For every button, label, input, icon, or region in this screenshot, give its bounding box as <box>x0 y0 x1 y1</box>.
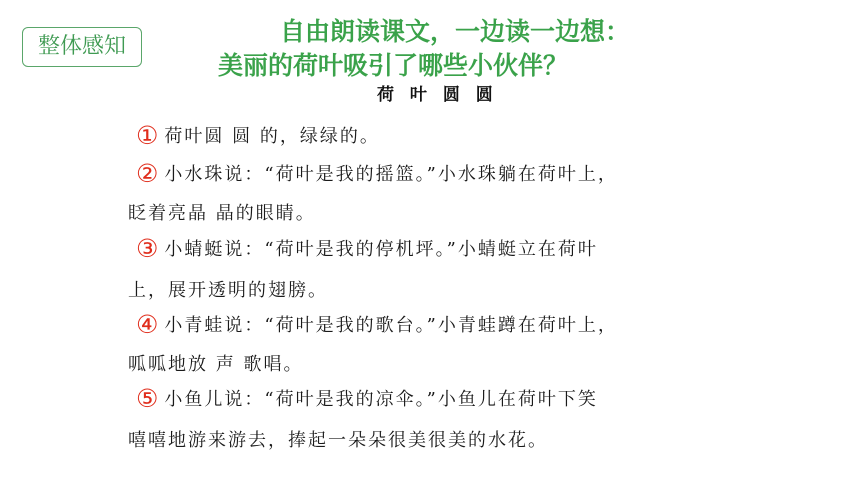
paragraph-text: 小青蛙说：“荷叶是我的歌台。”小青蛙蹲在荷叶上， <box>164 315 618 336</box>
paragraph-number-1: ① <box>136 121 159 150</box>
paragraph-number-3: ③ <box>136 234 159 263</box>
paragraph-number-2: ② <box>136 159 159 188</box>
prompt-line-1: 自由朗读课文，一边读一边想： <box>280 17 631 46</box>
paragraph-text: 荷叶圆 圆 的，绿绿的。 <box>164 126 380 147</box>
paragraph-1-line-1 <box>136 121 380 150</box>
paragraph-5-line-1 <box>136 384 598 413</box>
paragraph-3-line-1 <box>136 234 598 263</box>
paragraph-3-line-2: 上，展开透明的翅膀。 <box>128 280 328 301</box>
poem-title: 荷 叶 圆 圆 <box>377 85 498 105</box>
paragraph-4-line-1 <box>136 310 618 339</box>
prompt-line-2: 美丽的荷叶吸引了哪些小伙伴？ <box>218 51 569 80</box>
paragraph-number-5: ⑤ <box>136 384 159 413</box>
paragraph-number-4: ④ <box>136 310 159 339</box>
section-tag: 整体感知 <box>22 27 142 67</box>
paragraph-5-line-2: 嘻嘻地游来游去，捧起一朵朵很美很美的水花。 <box>128 430 548 451</box>
paragraph-text: 小鱼儿说：“荷叶是我的凉伞。”小鱼儿在荷叶下笑 <box>164 389 598 410</box>
paragraph-text: 小蜻蜓说：“荷叶是我的停机坪。”小蜻蜓立在荷叶 <box>164 239 598 260</box>
paragraph-text: 小水珠说：“荷叶是我的摇篮。”小水珠躺在荷叶上， <box>164 164 618 185</box>
paragraph-2-line-1 <box>136 159 618 188</box>
paragraph-2-line-2: 眨着亮晶 晶的眼睛。 <box>128 203 316 224</box>
paragraph-4-line-2: 呱呱地放 声 歌唱。 <box>128 354 304 375</box>
